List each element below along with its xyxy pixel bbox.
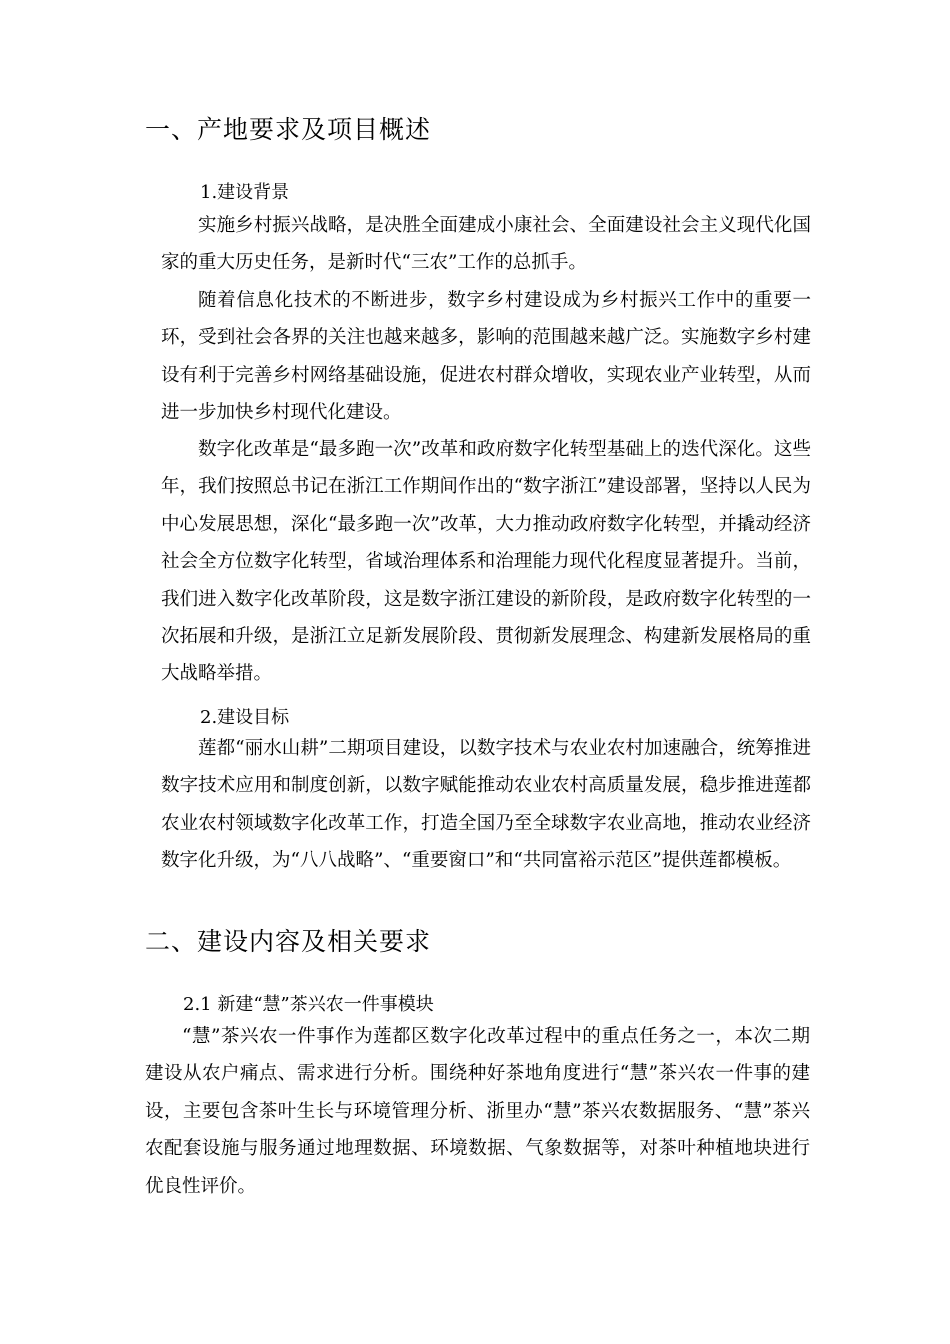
paragraph-module: “慧”茶兴农一件事作为莲都区数字化改革过程中的重点任务之一，本次二期建设从农户痛点、需求进行分析。围绕种好茶地角度进行“慧”茶兴农一件事的建设，主要包含茶叶生长与环境管理分析、浙里办“慧”茶兴农数据服务、“慧”茶兴农配套设施与服务通过地理数据、环境数据、气象数据等，对茶叶种植地块进行优良性评价。 bbox=[145, 1026, 810, 1197]
section1-subheading-background: 1.建设背景 bbox=[200, 182, 290, 203]
section1-subheading-goal: 2.建设目标 bbox=[200, 707, 290, 728]
paragraph-goal: 莲都“丽水山耕”二期项目建设，以数字技术与农业农村加速融合，统筹推进数字技术应用和制度创新，以数字赋能推动农业农村高质量发展，稳步推进莲都农业农村领域数字化改革工作，打造全国乃至全球数字农业高地，推动农业经济数字化升级，为“八八战略”、“重要窗口”和“共同富裕示范区”提供莲都模板。 bbox=[161, 738, 811, 872]
paragraph-background-3: 数字化改革是“最多跑一次”改革和政府数字化转型基础上的迭代深化。这些年，我们按照总书记在浙江工作期间作出的“数字浙江”建设部署，坚持以人民为中心发展思想，深化“最多跑一次”改革，大力推动政府数字化转型，并撬动经济社会全方位数字化转型，省域治理体系和治理能力现代化程度显著提升。当前，我们进入数字化改革阶段，这是数字浙江建设的新阶段，是政府数字化转型的一次拓展和升级，是浙江立足新发展阶段、贯彻新发展理念、构建新发展格局的重大战略举措。 bbox=[161, 439, 811, 685]
paragraph-background-1: 实施乡村振兴战略，是决胜全面建成小康社会、全面建设社会主义现代化国家的重大历史任务，是新时代“三农”工作的总抓手。 bbox=[161, 215, 811, 274]
section2-subheading-module: 2.1 新建“慧”茶兴农一件事模块 bbox=[183, 994, 434, 1015]
paragraph-background-2: 随着信息化技术的不断进步，数字乡村建设成为乡村振兴工作中的重要一环，受到社会各界的关注也越来越多，影响的范围越来越广泛。实施数字乡村建设有利于完善乡村网络基础设施，促进农村群众增收，实现农业产业转型，从而进一步加快乡村现代化建设。 bbox=[161, 290, 811, 424]
section1-title: 一、产地要求及项目概述 bbox=[145, 115, 432, 144]
section2-title: 二、建设内容及相关要求 bbox=[145, 927, 432, 956]
